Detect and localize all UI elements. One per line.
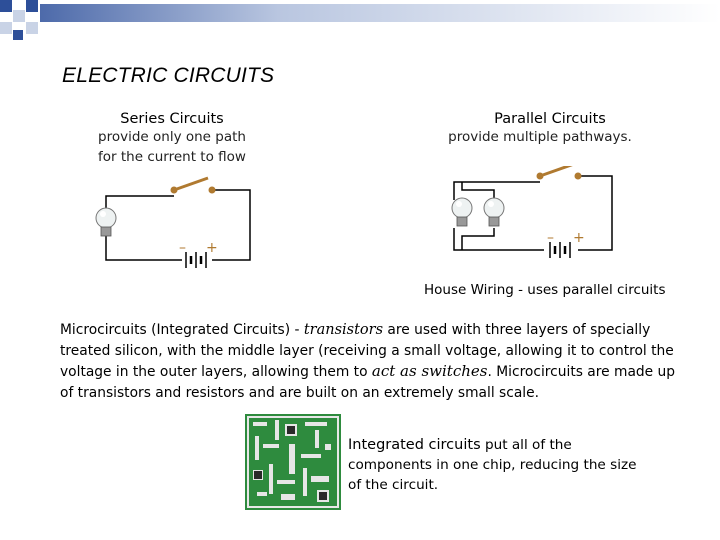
series-plus-sign: + xyxy=(206,240,218,256)
series-desc-line1: provide only one path xyxy=(98,129,246,145)
parallel-heading: Parallel Circuits xyxy=(494,111,606,127)
parallel-circuit-diagram xyxy=(440,166,620,266)
integrated-circuits-text xyxy=(348,435,648,495)
microcircuits-paragraph xyxy=(60,320,680,403)
parallel-minus-sign: – xyxy=(547,230,554,246)
series-desc-line2: for the current to flow xyxy=(98,149,246,165)
microcircuits-text-3: . Microcircuits are made up of transistors and resistors and are built on an extremely small scale. xyxy=(60,364,676,401)
parallel-bulb-left-icon xyxy=(452,198,472,226)
integrated-circuits-rest: put all of the components in one chip, reducing the size of the circuit. xyxy=(348,437,637,493)
microcircuits-text-2: are used with three layers of specially treated silicon, with the middle layer (receiving a small voltage, allowing it to control the voltage in the outer layers, allowing them to xyxy=(60,322,674,380)
series-minus-sign: – xyxy=(179,240,186,256)
slide-title: ELECTRIC CIRCUITS xyxy=(62,64,275,87)
header-decoration xyxy=(0,0,720,40)
house-wiring-caption: House Wiring - uses parallel circuits xyxy=(424,282,666,298)
header-gradient-bar xyxy=(40,4,720,22)
series-switch-icon xyxy=(171,178,216,194)
microcircuits-lead: Microcircuits xyxy=(60,322,147,338)
circuit-board-image xyxy=(245,414,341,510)
parallel-plus-sign: + xyxy=(573,230,585,246)
series-bulb-icon xyxy=(96,208,116,236)
parallel-bulb-right-icon xyxy=(484,198,504,226)
microcircuits-text-1: (Integrated Circuits) - xyxy=(146,322,304,338)
parallel-switch-icon xyxy=(537,166,582,180)
act-as-switches-term: act as switches xyxy=(371,362,488,380)
series-battery-icon xyxy=(186,252,206,268)
integrated-circuits-lead: Integrated circuits xyxy=(348,437,481,453)
transistors-term: transistors xyxy=(303,322,384,338)
series-heading: Series Circuits xyxy=(120,111,224,127)
parallel-desc-line1: provide multiple pathways. xyxy=(448,129,632,145)
series-circuit-diagram xyxy=(90,172,260,272)
